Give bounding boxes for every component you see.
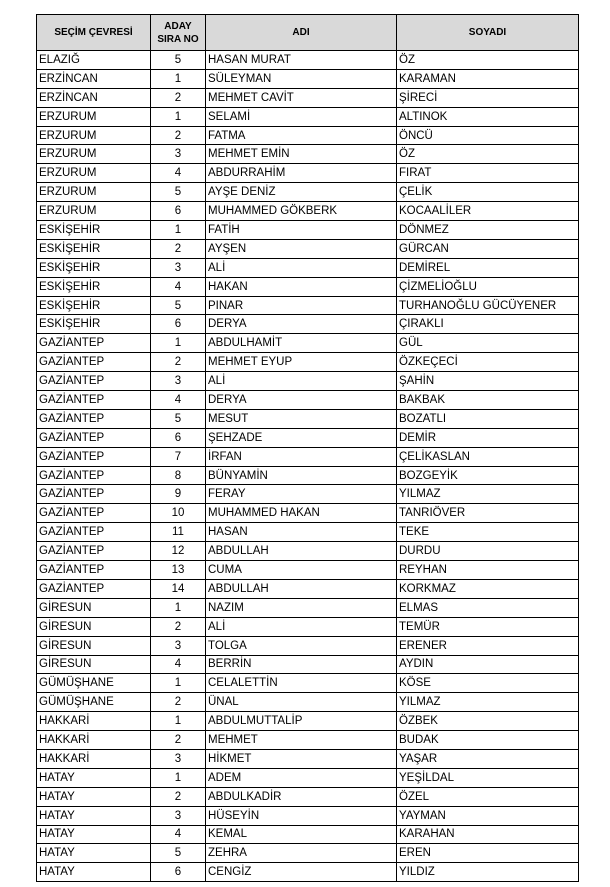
cell-sira-no: 2 — [151, 787, 206, 806]
cell-adi: MUHAMMED GÖKBERK — [206, 202, 397, 221]
cell-sira-no: 1 — [151, 598, 206, 617]
cell-sira-no: 5 — [151, 409, 206, 428]
table-row — [37, 844, 579, 863]
cell-secim-cevresi: HAKKARİ — [37, 731, 151, 750]
cell-secim-cevresi: ESKİŞEHİR — [37, 221, 151, 240]
table-row — [37, 334, 579, 353]
cell-soyadi: ALTINOK — [397, 107, 579, 126]
cell-sira-no: 2 — [151, 731, 206, 750]
cell-secim-cevresi: HATAY — [37, 787, 151, 806]
cell-soyadi: REYHAN — [397, 561, 579, 580]
cell-secim-cevresi: GİRESUN — [37, 636, 151, 655]
table-row — [37, 542, 579, 561]
cell-soyadi: ELMAS — [397, 598, 579, 617]
table-row — [37, 88, 579, 107]
cell-adi: FERAY — [206, 485, 397, 504]
cell-adi: MUHAMMED HAKAN — [206, 504, 397, 523]
table-row — [37, 768, 579, 787]
cell-soyadi: ÇELİKASLAN — [397, 447, 579, 466]
table-row — [37, 145, 579, 164]
cell-secim-cevresi: GAZİANTEP — [37, 485, 151, 504]
cell-secim-cevresi: GAZİANTEP — [37, 466, 151, 485]
cell-sira-no: 3 — [151, 372, 206, 391]
cell-adi: MEHMET — [206, 731, 397, 750]
cell-adi: ŞEHZADE — [206, 428, 397, 447]
cell-soyadi: BOZATLI — [397, 409, 579, 428]
cell-sira-no: 3 — [151, 636, 206, 655]
cell-sira-no: 4 — [151, 825, 206, 844]
cell-soyadi: BUDAK — [397, 731, 579, 750]
cell-sira-no: 1 — [151, 334, 206, 353]
cell-soyadi: YILDIZ — [397, 863, 579, 882]
cell-sira-no: 5 — [151, 183, 206, 202]
cell-sira-no: 14 — [151, 579, 206, 598]
cell-secim-cevresi: ERZURUM — [37, 145, 151, 164]
cell-adi: ZEHRA — [206, 844, 397, 863]
table-row — [37, 164, 579, 183]
cell-secim-cevresi: ESKİŞEHİR — [37, 258, 151, 277]
cell-secim-cevresi: HATAY — [37, 844, 151, 863]
cell-adi: TOLGA — [206, 636, 397, 655]
table-row — [37, 787, 579, 806]
table-row — [37, 636, 579, 655]
cell-secim-cevresi: HATAY — [37, 768, 151, 787]
table-row — [37, 731, 579, 750]
cell-secim-cevresi: GİRESUN — [37, 655, 151, 674]
cell-soyadi: KARAHAN — [397, 825, 579, 844]
table-row — [37, 221, 579, 240]
cell-soyadi: KARAMAN — [397, 69, 579, 88]
cell-soyadi: ÖZ — [397, 145, 579, 164]
cell-soyadi: TEKE — [397, 523, 579, 542]
cell-soyadi: BOZGEYİK — [397, 466, 579, 485]
cell-adi: NAZIM — [206, 598, 397, 617]
cell-adi: ÜNAL — [206, 693, 397, 712]
cell-sira-no: 2 — [151, 126, 206, 145]
table-row — [37, 277, 579, 296]
cell-soyadi: TURHANOĞLU GÜCÜYENER — [397, 296, 579, 315]
cell-adi: MEHMET EMİN — [206, 145, 397, 164]
cell-sira-no: 6 — [151, 863, 206, 882]
cell-secim-cevresi: ERZURUM — [37, 202, 151, 221]
cell-adi: ADEM — [206, 768, 397, 787]
table-row — [37, 693, 579, 712]
cell-sira-no: 1 — [151, 221, 206, 240]
cell-sira-no: 5 — [151, 51, 206, 70]
cell-soyadi: DEMİR — [397, 428, 579, 447]
cell-sira-no: 1 — [151, 107, 206, 126]
cell-sira-no: 1 — [151, 674, 206, 693]
cell-secim-cevresi: ERZURUM — [37, 126, 151, 145]
cell-adi: HAKAN — [206, 277, 397, 296]
table-header — [37, 15, 579, 51]
table-row — [37, 712, 579, 731]
cell-sira-no: 9 — [151, 485, 206, 504]
table-row — [37, 258, 579, 277]
cell-soyadi: YAYMAN — [397, 806, 579, 825]
cell-soyadi: KORKMAZ — [397, 579, 579, 598]
table-row — [37, 579, 579, 598]
cell-secim-cevresi: ERZURUM — [37, 107, 151, 126]
cell-sira-no: 13 — [151, 561, 206, 580]
table-row — [37, 447, 579, 466]
cell-adi: MESUT — [206, 409, 397, 428]
cell-soyadi: AYDIN — [397, 655, 579, 674]
cell-soyadi: ÇELİK — [397, 183, 579, 202]
header-soyadi: SOYADI — [397, 15, 579, 51]
cell-sira-no: 3 — [151, 806, 206, 825]
cell-sira-no: 6 — [151, 202, 206, 221]
cell-secim-cevresi: HATAY — [37, 863, 151, 882]
cell-soyadi: ÇIRAKLI — [397, 315, 579, 334]
table-row — [37, 749, 579, 768]
cell-sira-no: 7 — [151, 447, 206, 466]
cell-adi: CUMA — [206, 561, 397, 580]
cell-secim-cevresi: ESKİŞEHİR — [37, 239, 151, 258]
cell-soyadi: ERENER — [397, 636, 579, 655]
cell-soyadi: GÜRCAN — [397, 239, 579, 258]
cell-soyadi: YILMAZ — [397, 485, 579, 504]
cell-secim-cevresi: GAZİANTEP — [37, 504, 151, 523]
table-row — [37, 655, 579, 674]
cell-adi: BÜNYAMİN — [206, 466, 397, 485]
cell-sira-no: 4 — [151, 277, 206, 296]
cell-adi: ABDULLAH — [206, 579, 397, 598]
header-adi: ADI — [206, 15, 397, 51]
cell-adi: ABDULKADİR — [206, 787, 397, 806]
table-row — [37, 598, 579, 617]
candidate-table — [36, 14, 579, 882]
table-row — [37, 372, 579, 391]
cell-adi: ALİ — [206, 258, 397, 277]
cell-adi: CENGİZ — [206, 863, 397, 882]
cell-soyadi: EREN — [397, 844, 579, 863]
cell-secim-cevresi: GÜMÜŞHANE — [37, 674, 151, 693]
cell-sira-no: 2 — [151, 617, 206, 636]
cell-soyadi: KOCAALİLER — [397, 202, 579, 221]
table-row — [37, 504, 579, 523]
cell-sira-no: 12 — [151, 542, 206, 561]
cell-adi: ABDULHAMİT — [206, 334, 397, 353]
cell-adi: MEHMET CAVİT — [206, 88, 397, 107]
table-row — [37, 825, 579, 844]
cell-secim-cevresi: GAZİANTEP — [37, 353, 151, 372]
cell-secim-cevresi: GÜMÜŞHANE — [37, 693, 151, 712]
cell-sira-no: 3 — [151, 145, 206, 164]
cell-soyadi: GÜL — [397, 334, 579, 353]
cell-sira-no: 10 — [151, 504, 206, 523]
cell-sira-no: 3 — [151, 749, 206, 768]
table-row — [37, 126, 579, 145]
cell-secim-cevresi: GAZİANTEP — [37, 428, 151, 447]
cell-adi: SELAMİ — [206, 107, 397, 126]
table-row — [37, 315, 579, 334]
cell-sira-no: 11 — [151, 523, 206, 542]
table-row — [37, 428, 579, 447]
cell-secim-cevresi: HATAY — [37, 825, 151, 844]
table-row — [37, 69, 579, 88]
cell-sira-no: 1 — [151, 69, 206, 88]
cell-adi: BERRİN — [206, 655, 397, 674]
table-row — [37, 51, 579, 70]
cell-adi: FATMA — [206, 126, 397, 145]
cell-sira-no: 4 — [151, 391, 206, 410]
cell-secim-cevresi: GİRESUN — [37, 617, 151, 636]
table-row — [37, 353, 579, 372]
cell-soyadi: YILMAZ — [397, 693, 579, 712]
cell-soyadi: ÖZ — [397, 51, 579, 70]
cell-soyadi: TEMÜR — [397, 617, 579, 636]
cell-adi: SÜLEYMAN — [206, 69, 397, 88]
cell-secim-cevresi: HAKKARİ — [37, 712, 151, 731]
cell-sira-no: 1 — [151, 768, 206, 787]
cell-soyadi: ÖZKEÇECİ — [397, 353, 579, 372]
cell-soyadi: DEMİREL — [397, 258, 579, 277]
cell-secim-cevresi: GAZİANTEP — [37, 523, 151, 542]
cell-adi: HASAN MURAT — [206, 51, 397, 70]
cell-adi: MEHMET EYUP — [206, 353, 397, 372]
cell-adi: ABDULLAH — [206, 542, 397, 561]
cell-soyadi: ÖZEL — [397, 787, 579, 806]
cell-sira-no: 5 — [151, 296, 206, 315]
cell-secim-cevresi: GAZİANTEP — [37, 561, 151, 580]
table-row — [37, 617, 579, 636]
header-aday-sira-no — [151, 15, 206, 51]
cell-soyadi: ŞİRECİ — [397, 88, 579, 107]
cell-sira-no: 6 — [151, 315, 206, 334]
cell-soyadi: YEŞİLDAL — [397, 768, 579, 787]
cell-soyadi: ÖNCÜ — [397, 126, 579, 145]
table-row — [37, 183, 579, 202]
header-secim-cevresi: SEÇİM ÇEVRESİ — [37, 15, 151, 51]
table-row — [37, 863, 579, 882]
header-row — [37, 15, 579, 51]
cell-soyadi: ŞAHİN — [397, 372, 579, 391]
cell-sira-no: 2 — [151, 239, 206, 258]
table-row — [37, 466, 579, 485]
cell-soyadi: BAKBAK — [397, 391, 579, 410]
cell-adi: PINAR — [206, 296, 397, 315]
cell-soyadi: YAŞAR — [397, 749, 579, 768]
cell-secim-cevresi: GAZİANTEP — [37, 579, 151, 598]
cell-secim-cevresi: GAZİANTEP — [37, 372, 151, 391]
table-row — [37, 239, 579, 258]
cell-soyadi: FIRAT — [397, 164, 579, 183]
cell-soyadi: ÇİZMELİOĞLU — [397, 277, 579, 296]
table-row — [37, 107, 579, 126]
cell-sira-no: 1 — [151, 712, 206, 731]
cell-secim-cevresi: ESKİŞEHİR — [37, 315, 151, 334]
cell-adi: HÜSEYİN — [206, 806, 397, 825]
cell-secim-cevresi: HAKKARİ — [37, 749, 151, 768]
table-row — [37, 202, 579, 221]
cell-secim-cevresi: GİRESUN — [37, 598, 151, 617]
header-aday-line2: SIRA NO — [157, 33, 199, 45]
cell-soyadi: KÖSE — [397, 674, 579, 693]
cell-secim-cevresi: ERZURUM — [37, 183, 151, 202]
table-row — [37, 674, 579, 693]
cell-secim-cevresi: HATAY — [37, 806, 151, 825]
cell-adi: ALİ — [206, 372, 397, 391]
cell-adi: ABDURRAHİM — [206, 164, 397, 183]
cell-adi: DERYA — [206, 391, 397, 410]
cell-sira-no: 4 — [151, 655, 206, 674]
cell-sira-no: 8 — [151, 466, 206, 485]
cell-secim-cevresi: GAZİANTEP — [37, 542, 151, 561]
cell-secim-cevresi: GAZİANTEP — [37, 409, 151, 428]
cell-soyadi: ÖZBEK — [397, 712, 579, 731]
cell-sira-no: 4 — [151, 164, 206, 183]
cell-adi: İRFAN — [206, 447, 397, 466]
cell-sira-no: 6 — [151, 428, 206, 447]
cell-secim-cevresi: GAZİANTEP — [37, 391, 151, 410]
cell-soyadi: TANRIÖVER — [397, 504, 579, 523]
table-body — [37, 51, 579, 882]
cell-secim-cevresi: ERZURUM — [37, 164, 151, 183]
table-row — [37, 409, 579, 428]
cell-secim-cevresi: ESKİŞEHİR — [37, 277, 151, 296]
cell-sira-no: 2 — [151, 88, 206, 107]
cell-adi: ALİ — [206, 617, 397, 636]
cell-secim-cevresi: ERZİNCAN — [37, 69, 151, 88]
table-row — [37, 561, 579, 580]
cell-adi: AYŞE DENİZ — [206, 183, 397, 202]
table-row — [37, 296, 579, 315]
cell-adi: KEMAL — [206, 825, 397, 844]
cell-adi: AYŞEN — [206, 239, 397, 258]
cell-adi: HİKMET — [206, 749, 397, 768]
cell-soyadi: DÖNMEZ — [397, 221, 579, 240]
cell-adi: CELALETTİN — [206, 674, 397, 693]
cell-adi: DERYA — [206, 315, 397, 334]
cell-secim-cevresi: GAZİANTEP — [37, 334, 151, 353]
table-row — [37, 806, 579, 825]
cell-secim-cevresi: ESKİŞEHİR — [37, 296, 151, 315]
cell-adi: FATİH — [206, 221, 397, 240]
cell-sira-no: 5 — [151, 844, 206, 863]
cell-sira-no: 3 — [151, 258, 206, 277]
cell-soyadi: DURDU — [397, 542, 579, 561]
cell-secim-cevresi: ERZİNCAN — [37, 88, 151, 107]
cell-adi: ABDULMUTTALİP — [206, 712, 397, 731]
table-row — [37, 523, 579, 542]
cell-secim-cevresi: GAZİANTEP — [37, 447, 151, 466]
cell-adi: HASAN — [206, 523, 397, 542]
header-aday-line1: ADAY — [164, 20, 192, 32]
table-row — [37, 391, 579, 410]
cell-secim-cevresi: ELAZIĞ — [37, 51, 151, 70]
cell-sira-no: 2 — [151, 693, 206, 712]
cell-sira-no: 2 — [151, 353, 206, 372]
table-row — [37, 485, 579, 504]
